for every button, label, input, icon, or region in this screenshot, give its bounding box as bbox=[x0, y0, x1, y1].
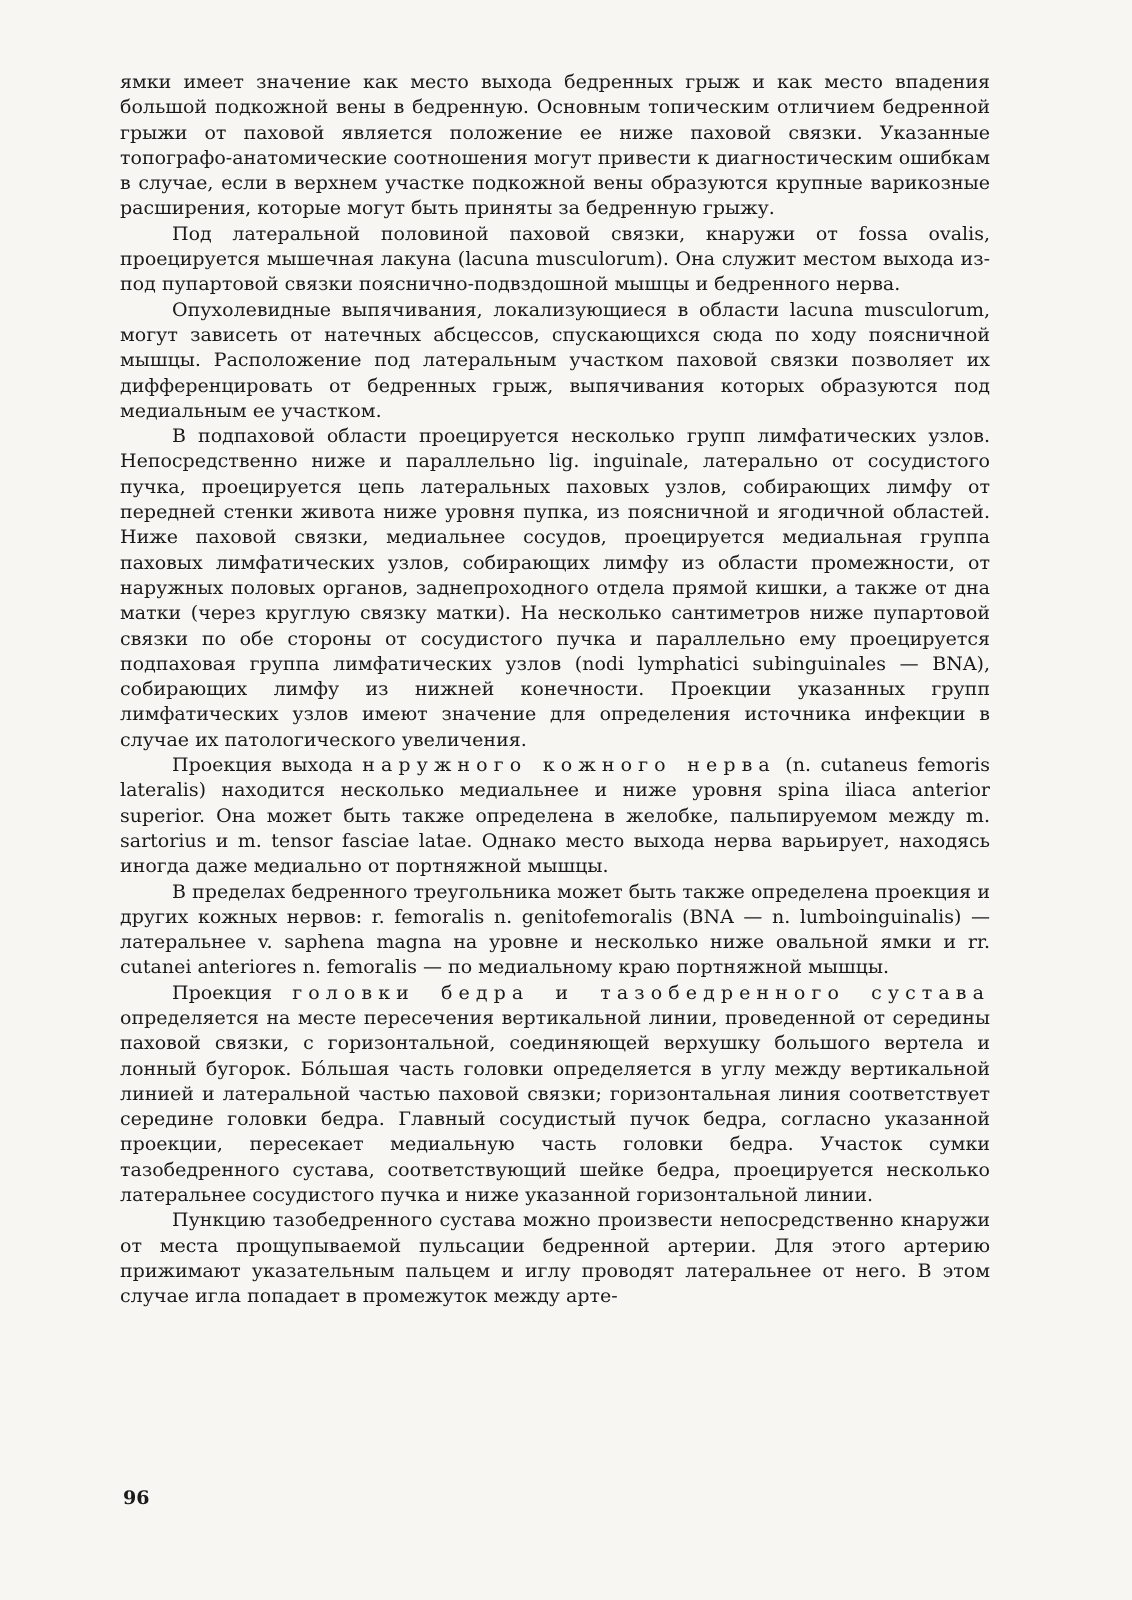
paragraph-7-emphasis: головки бедра и тазобедренного сустава bbox=[292, 981, 990, 1004]
paragraph-2: Под латеральной половиной паховой связки, кнаружи от fossa ovalis, проецируется мышечная лакуна (lacuna musculorum). Она служит местом выхода из-под пупартовой связки пояснично-подвздошной мышцы и бедренного нерва. bbox=[120, 222, 990, 296]
paragraph-5 bbox=[120, 753, 990, 879]
paragraph-4: В подпаховой области проецируется несколько групп лимфатических узлов. Непосредственно ниже и параллельно lig. inguinale, латерально от сосудистого пучка, проецируется цепь латеральных паховых узлов, собирающих лимфу от передней стенки живота ниже уровня пупка, из поясничной и ягодичной областей. Ниже паховой связки, медиальнее сосудов, проецируется медиальная группа паховых лимфатических узлов, собирающих лимфу из области промежности, от наружных половых органов, заднепроходного отдела прямой кишки, а также от дна матки (через круглую связку матки). На несколько сантиметров ниже пупартовой связки по обе стороны от сосудистого пучка и параллельно ему проецируется подпаховая группа лимфатических узлов (nodi lymphatici subinguinales — BNA), собирающих лимфу из нижней конечности. Проекции указанных групп лимфатических узлов имеют значение для определения источника инфекции в случае их патологического увеличения. bbox=[120, 425, 990, 751]
paragraph-6: В пределах бедренного треугольника может быть также определена проекция и других кожных нервов: r. femoralis n. genitofemoralis (BNA — n. lumboinguinalis) — латеральнее v. saphena magna на уровне и несколько ниже овальной ямки и rr. cutanei anteriores n. femoralis — по медиальному краю портняжной мышцы. bbox=[120, 880, 990, 979]
paragraph-8: Пункцию тазобедренного сустава можно произвести непосредственно кнаружи от места прощупываемой пульсации бедренной артерии. Для этого артерию прижимают указательным пальцем и иглу проводят латеральнее от него. В этом случае игла попадает в промежуток между арте- bbox=[120, 1209, 990, 1308]
paragraph-5-rest: (n. cutaneus femoris lateralis) находится несколько медиальнее и ниже уровня spina iliaca anterior superior. Она может быть также определена в желобке, пальпируемом между m. sartorius и m. tensor fasciae latae. Однако место выхода нерва варьирует, находясь иногда даже медиально от портняжной мышцы. bbox=[120, 754, 990, 878]
page-body bbox=[120, 70, 990, 1310]
paragraph-3: Опухолевидные выпячивания, локализующиеся в области lacuna musculorum, могут зависеть от натечных абсцессов, спускающихся сюда по ходу поясничной мышцы. Расположение под латеральным участком паховой связки позволяет их дифференцировать от бедренных грыж, выпячивания которых образуются под медиальным ее участком. bbox=[120, 298, 990, 422]
paragraph-1: ямки имеет значение как место выхода бедренных грыж и как место впадения большой подкожной вены в бедренную. Основным топическим отличием бедренной грыжи от паховой является положение ее ниже паховой связки. Указанные топографо-анатомические соотношения могут привести к диагностическим ошибкам в случае, если в верхнем участке подкожной вены образуются крупные варикозные расширения, которые могут быть приняты за бедренную грыжу. bbox=[120, 71, 990, 220]
paragraph-5-emphasis: наружного кожного нерва bbox=[362, 754, 776, 777]
paragraph-7 bbox=[120, 981, 990, 1209]
paragraph-5-lead: Проекция выхода bbox=[172, 754, 363, 777]
page-number: 96 bbox=[123, 1487, 150, 1509]
paragraph-7-lead: Проекция bbox=[172, 981, 293, 1004]
paragraph-7-rest: определяется на месте пересечения вертикальной линии, проведенной от середины паховой связки, с горизонтальной, соединяющей верхушку большого вертела и лонный бугорок. Бóльшая часть головки определяется в углу между вертикальной линией и латеральной частью паховой связки; горизонтальная линия соответствует середине головки бедра. Главный сосудистый пучок бедра, согласно указанной проекции, пересекает медиальную часть головки бедра. Участок сумки тазобедренного сустава, соответствующий шейке бедра, проецируется несколько латеральнее сосудистого пучка и ниже указанной горизонтальной линии. bbox=[120, 1006, 990, 1207]
